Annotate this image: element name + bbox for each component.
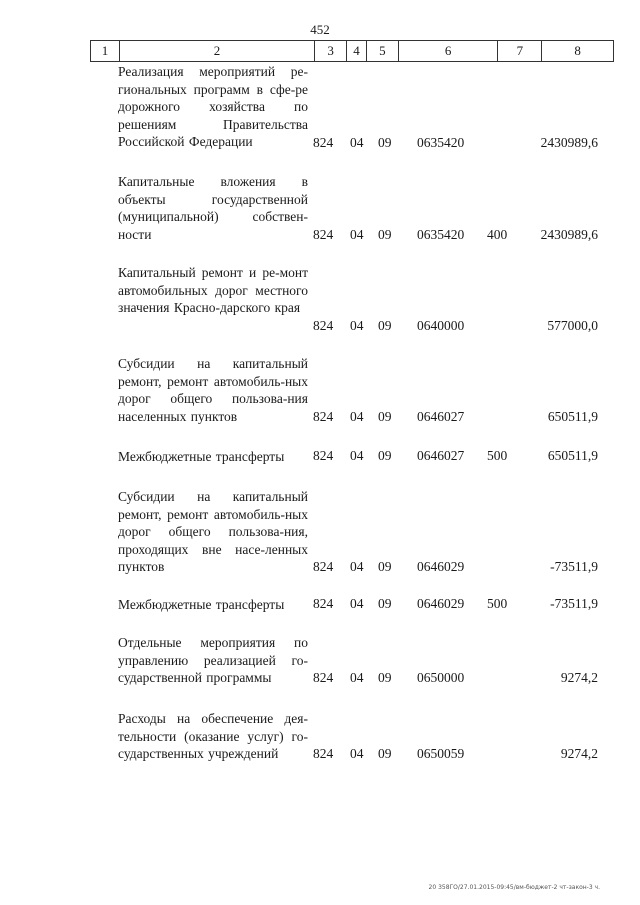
header-col-7: 7 (497, 41, 541, 61)
row-col-8: 650511,9 (547, 409, 598, 424)
row-col-3: 824 (313, 746, 334, 761)
row-description: Субсидии на капитальный ремонт, ремонт автомобиль-ных дорог общего пользова-ния населенных пунктов (118, 356, 308, 424)
row-col-4: 04 (350, 227, 364, 242)
row-description: Отдельные мероприятия по управлению реализацией го-сударственной программы (118, 635, 308, 685)
row-description: Расходы на обеспечение дея-тельности (оказание услуг) го-сударственных учреждений (118, 711, 308, 761)
header-col-5: 5 (366, 41, 398, 61)
row-col-5: 09 (378, 746, 392, 761)
row-col-3: 824 (313, 559, 334, 574)
header-col-6: 6 (398, 41, 498, 61)
row-description: Капитальные вложения в объекты государственной (муниципальной) собствен-ности (118, 174, 308, 242)
header-col-8: 8 (541, 41, 613, 61)
row-col-7: 500 (487, 596, 508, 611)
row-col-4: 04 (350, 318, 364, 333)
row-description: Реализация мероприятий ре-гиональных программ в сфе-ре дорожного хозяйства по решениям Правительства Российской Федерации (118, 64, 308, 149)
row-col-6: 0640000 (417, 318, 465, 333)
row-description: Субсидии на капитальный ремонт, ремонт автомобиль-ных дорог общего пользова-ния, проходящих вне насе-ленных пунктов (118, 489, 308, 574)
row-col-3: 824 (313, 227, 334, 242)
row-col-6: 0646029 (417, 596, 465, 611)
header-col-3: 3 (314, 41, 346, 61)
row-col-3: 824 (313, 670, 334, 685)
row-col-8: -73511,9 (550, 596, 598, 611)
row-col-4: 04 (350, 135, 364, 150)
header-col-2: 2 (119, 41, 314, 61)
row-description: Межбюджетные трансферты (118, 449, 285, 464)
row-col-6: 0635420 (417, 227, 465, 242)
row-col-6: 0635420 (417, 135, 465, 150)
row-col-8: -73511,9 (550, 559, 598, 574)
row-col-8: 650511,9 (547, 448, 598, 463)
row-col-4: 04 (350, 746, 364, 761)
row-col-5: 09 (378, 135, 392, 150)
row-col-4: 04 (350, 559, 364, 574)
row-col-3: 824 (313, 135, 334, 150)
row-col-5: 09 (378, 409, 392, 424)
row-col-4: 04 (350, 448, 364, 463)
row-col-3: 824 (313, 596, 334, 611)
row-col-4: 04 (350, 409, 364, 424)
row-col-6: 0646027 (417, 409, 465, 424)
row-col-3: 824 (313, 409, 334, 424)
row-col-6: 0646027 (417, 448, 465, 463)
row-col-5: 09 (378, 227, 392, 242)
row-col-8: 9274,2 (560, 746, 598, 761)
footer-note: 20 358ГО/27.01.2015-09:45/вм-бюджет-2 чт-закон-3 ч. (428, 884, 600, 891)
row-col-5: 09 (378, 448, 392, 463)
row-col-5: 09 (378, 670, 392, 685)
row-col-8: 2430989,6 (540, 227, 598, 242)
row-col-5: 09 (378, 559, 392, 574)
header-col-4: 4 (346, 41, 366, 61)
row-col-6: 0646029 (417, 559, 465, 574)
row-col-7: 400 (487, 227, 508, 242)
row-col-3: 824 (313, 448, 334, 463)
row-col-5: 09 (378, 596, 392, 611)
page-number: 452 (310, 22, 330, 37)
row-description: Капитальный ремонт и ре-монт автомобильных дорог местного значения Красно-дарского края (118, 265, 308, 315)
row-col-5: 09 (378, 318, 392, 333)
row-col-3: 824 (313, 318, 334, 333)
row-col-4: 04 (350, 596, 364, 611)
row-description: Межбюджетные трансферты (118, 597, 285, 612)
row-col-6: 0650000 (417, 670, 465, 685)
row-col-8: 577000,0 (547, 318, 598, 333)
row-col-8: 2430989,6 (540, 135, 598, 150)
row-col-6: 0650059 (417, 746, 465, 761)
row-col-8: 9274,2 (560, 670, 598, 685)
row-col-7: 500 (487, 448, 508, 463)
row-col-4: 04 (350, 670, 364, 685)
header-col-1: 1 (101, 43, 109, 58)
